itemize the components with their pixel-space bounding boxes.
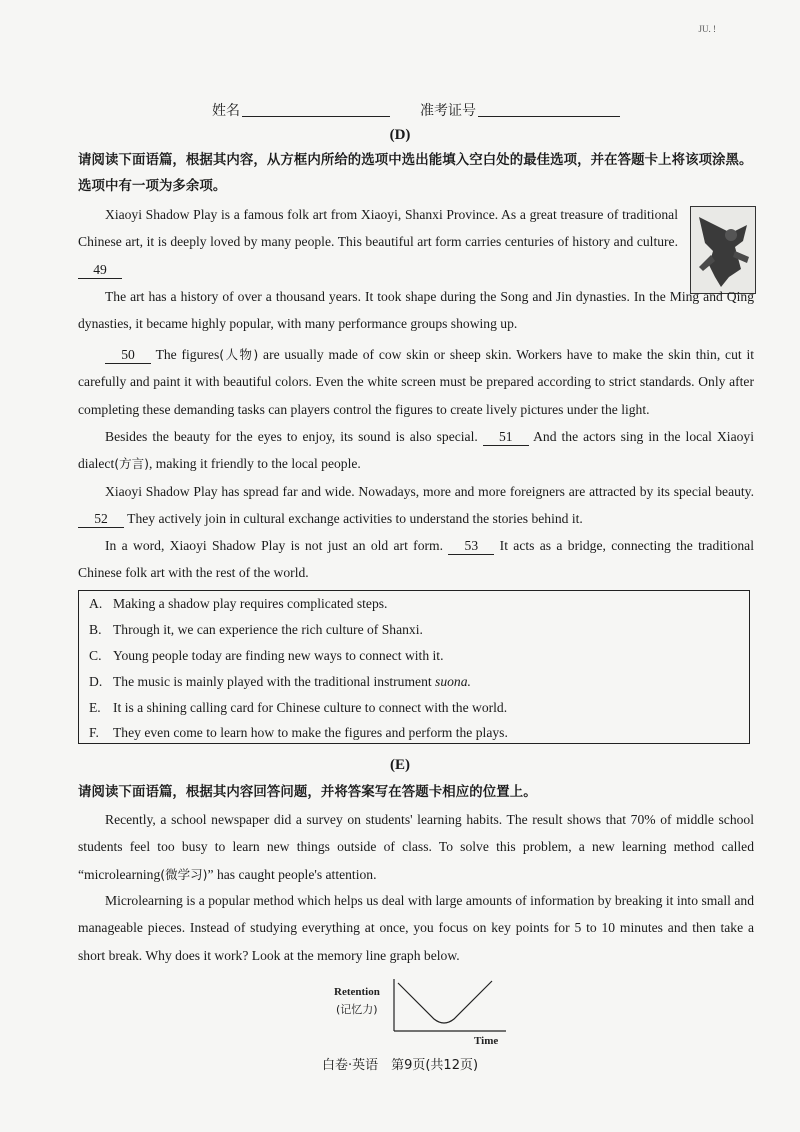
paragraph-1: Xiaoyi Shadow Play is a famous folk art from Xiaoyi, Shanxi Province. As a great treasure of traditional Chinese art, it is deeply loved by many people. This beautiful art form carries centuries of history and culture. 49 [78,207,678,277]
name-row [212,100,620,120]
option-e: E. It is a shining calling card for Chinese culture to connect with the world. [89,700,508,715]
x-axis-label: Time [474,1035,499,1047]
paragraph-6: In a word, Xiaoyi Shadow Play is not just an old art form. 53 It acts as a bridge, connecting the traditional Chinese folk art with the rest of the world. [78,538,754,581]
shadow-puppet-image [690,206,756,294]
blank-52: 52 [78,511,124,528]
memory-line-graph [330,975,510,1050]
name-label: 姓名 [212,103,240,119]
exam-id-underline [478,102,620,117]
option-b: B. Through it, we can experience the rich culture of Shanxi. [89,622,423,637]
option-f: F. They even come to learn how to make the figures and perform the plays. [89,725,508,740]
section-d-instruction: 请阅读下面语篇，根据其内容，从方框内所给的选项中选出能填入空白处的最佳选项，并在答题卡上将该项涂黑。选项中有一项为多余项。 [78,153,753,194]
exam-id-label: 准考证号 [420,103,476,119]
option-d: D. The music is mainly played with the traditional instrument suona. [89,674,471,689]
y-axis-label: Retention [334,986,380,998]
section-d-heading: (D) [389,127,411,143]
option-c: C. Young people today are finding new ways to connect with it. [89,648,444,663]
paragraph-2: The art has a history of over a thousand years. It took shape during the Song and Jin dynasties. In the Ming and Qing dynasties, it became highly popular, with many performance groups showing up. [78,289,754,332]
paragraph-5: Xiaoyi Shadow Play has spread far and wide. Nowadays, more and more foreigners are attracted by its special beauty. 52 They actively join in cultural exchange activities to understand the stories behind it. [78,478,754,533]
paragraph-e-1: Recently, a school newspaper did a survey on students' learning habits. The result shows that 70% of middle school students feel too busy to learn new things outside of class. To solve this problem, a new learning method called “microlearning(微学习)” has caught people's attention. [78,812,754,882]
section-e-heading: (E) [390,757,410,773]
blank-49: 49 [78,262,122,279]
retention-curve [398,981,492,1023]
options-box [78,590,750,744]
name-underline [242,102,390,117]
corner-mark: JU. ! [698,24,716,34]
paragraph-e-2: Microlearning is a popular method which helps us deal with large amounts of information by breaking it into small and manageable pieces. Instead of studying everything at once, you focus on key points for 5 to 10 minutes and then take a short break. Why does it work? Look at the memory line graph below. [78,893,754,963]
blank-50: 50 [105,347,151,364]
blank-51: 51 [483,429,529,446]
option-a: A. Making a shadow play requires complicated steps. [89,596,388,611]
section-e-instruction: 请阅读下面语篇，根据其内容回答问题，并将答案写在答题卡相应的位置上。 [78,785,537,800]
blank-53: 53 [448,538,494,555]
y-axis-label-cn: (记忆力) [336,1003,378,1016]
page-footer: 白卷·英语 第9页(共12页) [321,1058,479,1073]
paragraph-4: Besides the beauty for the eyes to enjoy, its sound is also special. 51 And the actors sing in the local Xiaoyi dialect(方言), making it friendly to the local people. [78,429,754,472]
paragraph-3: 50 The figures(人物) are usually made of cow skin or sheep skin. Workers have to make the skin thin, cut it carefully and paint it with beautiful colors. Even the white screen must be prepared according to strict standards. Only after completing these demanding tasks can players control the figures to create lively pictures under the light. [78,347,755,417]
